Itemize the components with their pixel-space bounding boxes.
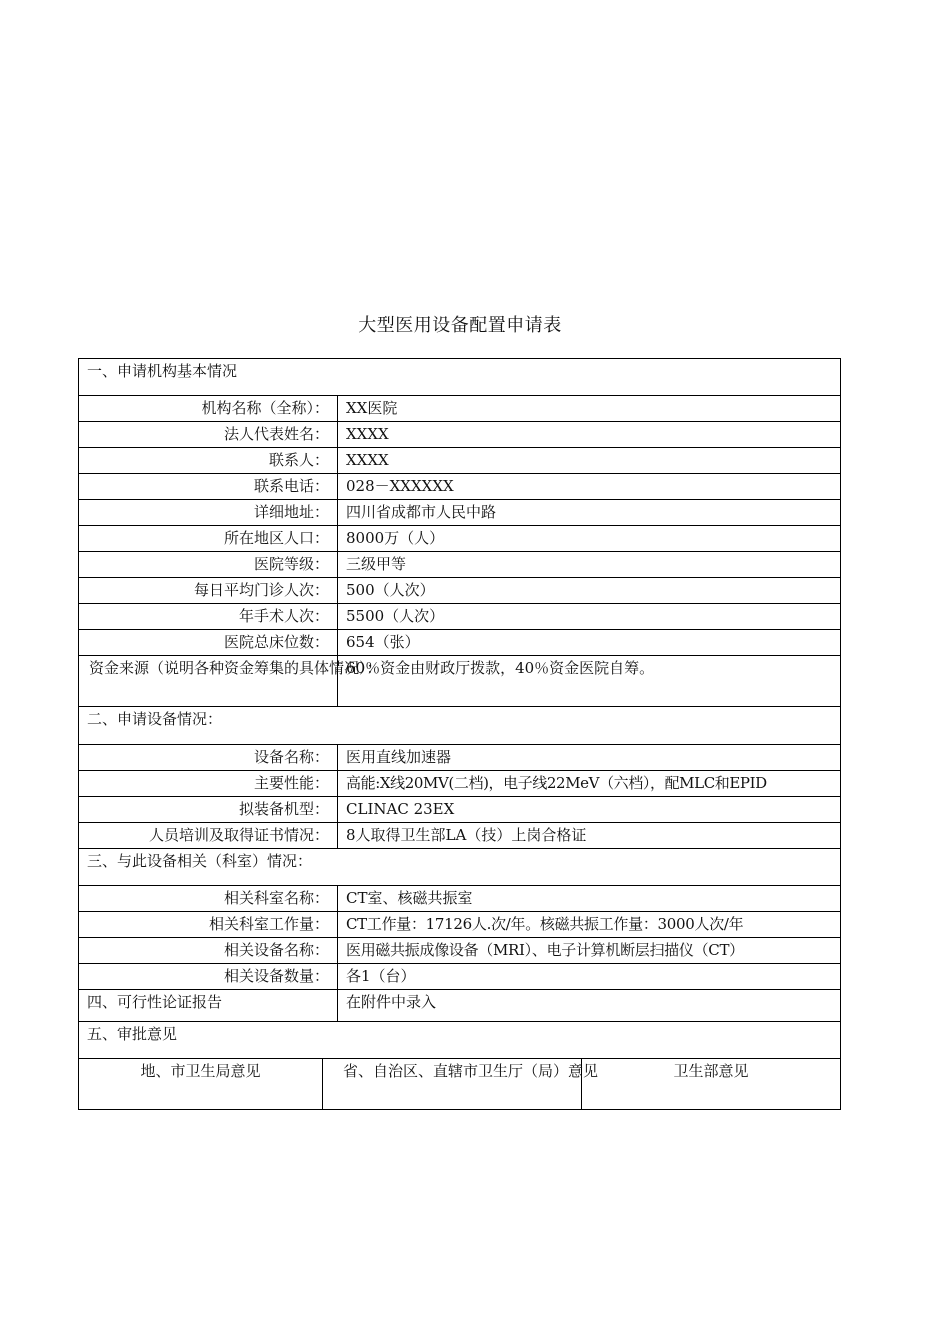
value-related-dept-workload: CT工作量：17126人.次/年。核磁共振工作量：3000人次/年 xyxy=(338,912,841,938)
label-related-dept-workload: 相关科室工作量： xyxy=(79,912,338,938)
value-daily-outpatients: 500（人次） xyxy=(338,578,841,604)
section-feasibility-report: 四、可行性论证报告 xyxy=(79,990,338,1022)
label-model: 拟装备机型： xyxy=(79,797,338,823)
label-daily-outpatients: 每日平均门诊人次： xyxy=(79,578,338,604)
value-equipment-name: 医用直线加速器 xyxy=(338,745,841,771)
value-legal-rep: XXXX xyxy=(338,422,841,448)
form-title: 大型医用设备配置申请表 xyxy=(358,315,562,336)
value-annual-surgeries: 5500（人次） xyxy=(338,604,841,630)
value-related-equipment-name: 医用磁共振成像设备（MRI）、电子计算机断层扫描仪（CT） xyxy=(338,938,841,964)
value-model: CLINAC 23EX xyxy=(338,797,841,823)
label-contact-person: 联系人： xyxy=(79,448,338,474)
label-funding-source: 资金来源（说明各种资金筹集的具体情况）： xyxy=(79,656,338,707)
value-funding-source: 60％资金由财政厅拨款，40％资金医院自筹。 xyxy=(338,656,841,707)
section-approval: 五、审批意见 xyxy=(79,1022,841,1059)
value-phone: 028－XXXXXX xyxy=(338,474,841,500)
label-related-equipment-name: 相关设备名称： xyxy=(79,938,338,964)
application-form-table xyxy=(78,358,841,1110)
label-related-equipment-count: 相关设备数量： xyxy=(79,964,338,990)
approval-ministry-of-health: 卫生部意见 xyxy=(582,1059,841,1110)
label-equipment-name: 设备名称： xyxy=(79,745,338,771)
value-related-dept-name: CT室、核磁共振室 xyxy=(338,886,841,912)
section-related-departments: 三、与此设备相关（科室）情况： xyxy=(79,849,841,886)
label-legal-rep: 法人代表姓名： xyxy=(79,422,338,448)
value-population: 8000万（人） xyxy=(338,526,841,552)
section-basic-info: 一、申请机构基本情况 xyxy=(79,359,841,396)
label-annual-surgeries: 年手术人次： xyxy=(79,604,338,630)
label-main-performance: 主要性能： xyxy=(79,771,338,797)
label-total-beds: 医院总床位数： xyxy=(79,630,338,656)
value-main-performance: 高能:X线20MV(二档)，电子线22MeV（六档），配MLC和EPID xyxy=(338,771,841,797)
label-address: 详细地址： xyxy=(79,500,338,526)
label-population: 所在地区人口： xyxy=(79,526,338,552)
section-equipment: 二、申请设备情况： xyxy=(79,707,841,745)
value-staff-training: 8人取得卫生部LA（技）上岗合格证 xyxy=(338,823,841,849)
label-related-dept-name: 相关科室名称： xyxy=(79,886,338,912)
label-institution-name: 机构名称（全称）： xyxy=(79,396,338,422)
value-institution-name: XX医院 xyxy=(338,396,841,422)
approval-provincial-health-dept: 省、自治区、直辖市卫生厅（局）意见 xyxy=(323,1059,582,1110)
value-related-equipment-count: 各1（台） xyxy=(338,964,841,990)
value-contact-person: XXXX xyxy=(338,448,841,474)
label-staff-training: 人员培训及取得证书情况： xyxy=(79,823,338,849)
value-address: 四川省成都市人民中路 xyxy=(338,500,841,526)
approval-city-health-bureau: 地、市卫生局意见 xyxy=(79,1059,323,1110)
value-total-beds: 654（张） xyxy=(338,630,841,656)
label-hospital-grade: 医院等级： xyxy=(79,552,338,578)
label-phone: 联系电话： xyxy=(79,474,338,500)
value-feasibility-report: 在附件中录入 xyxy=(338,990,841,1022)
value-hospital-grade: 三级甲等 xyxy=(338,552,841,578)
